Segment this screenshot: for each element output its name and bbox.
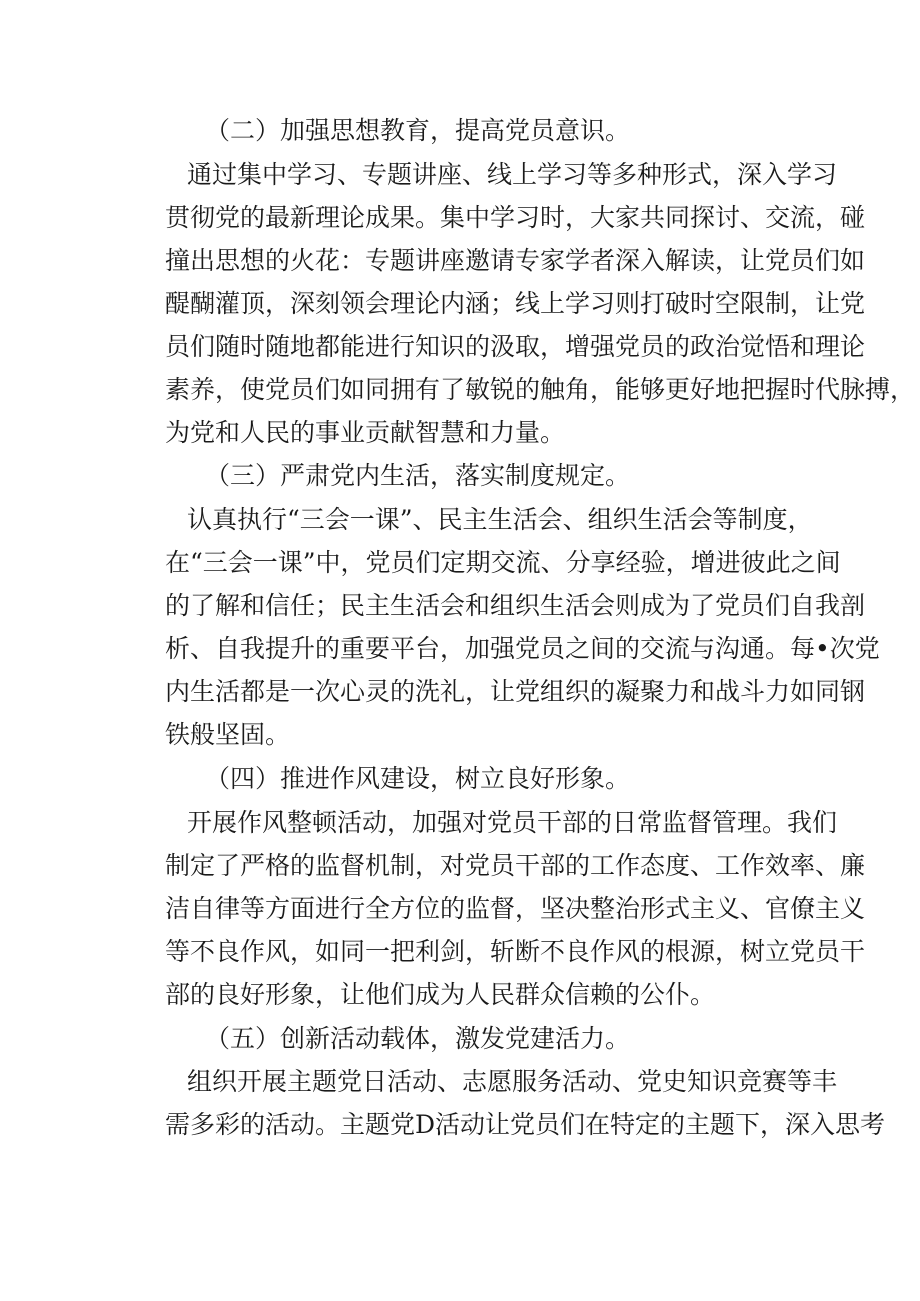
paragraph-line: 通过集中学习、专题讲座、线上学习等多种形式，深入学习: [187, 160, 838, 189]
paragraph-line: 员们随时随地都能进行知识的汲取，增强党员的政治觉悟和理论: [165, 332, 866, 361]
paragraph-line: 认真执行“三会一课”、民主生活会、组织生活会等制度，: [187, 505, 813, 534]
paragraph-line: 开展作风整顿活动，加强对党员干部的日常监督管理。我们: [187, 808, 838, 837]
paragraph-line: 铁般坚固。: [165, 720, 291, 749]
paragraph-line: 内生活都是一次心灵的洗礼，让党组织的凝聚力和战斗力如同钢: [165, 677, 866, 706]
paragraph-line: 制定了严格的监督机制，对党员干部的工作态度、工作效率、廉: [165, 851, 866, 880]
paragraph-line: 组织开展主题党日活动、志愿服务活动、党史知识竞赛等丰: [187, 1067, 838, 1096]
paragraph-line: 需多彩的活动。主题党D活动让党员们在特定的主题下，深入思考: [165, 1110, 886, 1139]
paragraph-line: 醍醐灌顶，深刻领会理论内涵；线上学习则打破时空限制，让党: [165, 289, 866, 318]
paragraph-line: 素养，使党员们如同拥有了敏锐的触角，能够更好地把握时代脉搏，: [165, 375, 916, 404]
paragraph-line: 洁自律等方面进行全方位的监督，坚决整治形式主义、官僚主义: [165, 894, 866, 923]
paragraph-line: 为党和人民的事业贡献智慧和力量。: [165, 418, 566, 447]
section-heading-5: （五）创新活动载体，激发党建活力。: [205, 1024, 631, 1053]
paragraph-line: 部的良好形象，让他们成为人民群众信赖的公仆。: [165, 980, 716, 1009]
paragraph-line: 等不良作风，如同一把利剑，斩断不良作风的根源，树立党员干: [165, 937, 866, 966]
section-heading-2: （二）加强思想教育，提高党员意识。: [205, 116, 631, 145]
section-heading-4: （四）推进作风建设，树立良好形象。: [205, 764, 631, 793]
paragraph-line: 贯彻党的最新理论成果。集中学习时，大家共同探讨、交流，碰: [165, 203, 866, 232]
paragraph-line: 析、自我提升的重要平台，加强党员之间的交流与沟通。每•次党: [165, 634, 880, 663]
paragraph-line: 在“三会一课”中，党员们定期交流、分享经验，增进彼此之间: [165, 548, 841, 577]
paragraph-line: 撞出思想的火花：专题讲座邀请专家学者深入解读，让党员们如: [165, 246, 866, 275]
paragraph-line: 的了解和信任；民主生活会和组织生活会则成为了党员们自我剖: [165, 591, 866, 620]
section-heading-3: （三）严肃党内生活，落实制度规定。: [205, 461, 631, 490]
